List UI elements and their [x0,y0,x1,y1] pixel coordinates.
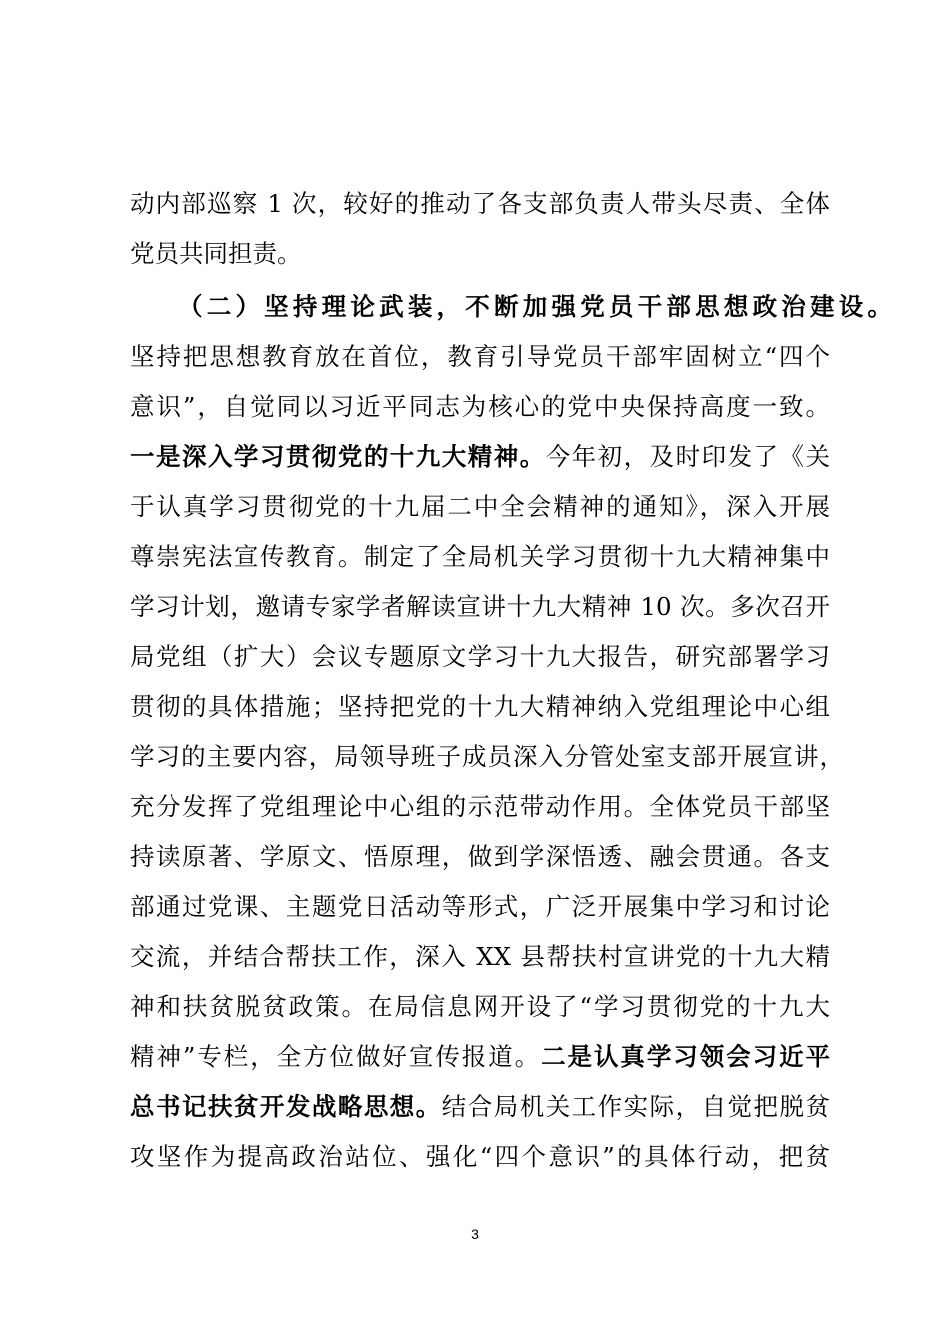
paragraph-2-line-2: 意识”，自觉同以习近平同志为核心的党中央保持高度一致。 [130,392,830,421]
paragraph-2-line-15 [130,1040,830,1074]
paragraph-2-line-16-text: 结合局机关工作实际，自觉把脱贫 [441,1092,831,1121]
paragraph-2-line-12: 部通过党课、主题党日活动等形式，广泛开展集中学习和讨论 [130,892,830,921]
page-number: 3 [471,1226,479,1242]
point-two-heading-start: 二是认真学习领会习近平 [541,1042,831,1071]
paragraph-2-line-5: 尊崇宪法宣传教育。制定了全局机关学习贯彻十九大精神集中 [130,542,830,571]
paragraph-2-line-6: 学习计划，邀请专家学者解读宣讲十九大精神 10 次。多次召开 [130,592,830,621]
paragraph-2-line-3-text: 今年初，及时印发了《关 [545,442,831,471]
section-heading: （二）坚持理论武装，不断加强党员干部思想政治建设。 [178,292,892,321]
paragraph-2-line-16 [130,1090,830,1124]
paragraph-2-line-9: 学习的主要内容，局领导班子成员深入分管处室支部开展宣讲， [130,742,844,771]
paragraph-2-line-7: 局党组（扩大）会议专题原文学习十九大报告，研究部署学习 [130,642,830,671]
paragraph-2-line-3 [130,440,830,474]
paragraph-1-line-2: 党员共同担责。 [130,239,302,268]
point-two-heading-end: 总书记扶贫开发战略思想。 [130,1092,442,1121]
paragraph-2-line-8: 贯彻的具体措施；坚持把党的十九大精神纳入党组理论中心组 [130,692,830,721]
paragraph-2-line-1: 坚持把思想教育放在首位，教育引导党员干部牢固树立“四个 [130,342,830,371]
paragraph-2-line-15-text: 精神”专栏，全方位做好宣传报道。 [130,1042,542,1071]
paragraph-2-line-17: 攻坚作为提高政治站位、强化“四个意识”的具体行动，把贫 [130,1142,830,1171]
paragraph-2-line-4: 于认真学习贯彻党的十九届二中全会精神的通知》，深入开展 [130,492,830,521]
paragraph-2-line-14: 神和扶贫脱贫政策。在局信息网开设了“学习贯彻党的十九大 [130,992,830,1021]
paragraph-2-line-13: 交流，并结合帮扶工作，深入 XX 县帮扶村宣讲党的十九大精 [130,942,830,971]
paragraph-1-line-1: 动内部巡察 1 次，较好的推动了各支部负责人带头尽责、全体 [130,189,830,218]
point-one-heading: 一是深入学习贯彻党的十九大精神。 [130,442,546,471]
paragraph-2-line-10: 充分发挥了党组理论中心组的示范带动作用。全体党员干部坚 [130,792,830,821]
paragraph-2-line-11: 持读原著、学原文、悟原理，做到学深悟透、融会贯通。各支 [130,842,830,871]
